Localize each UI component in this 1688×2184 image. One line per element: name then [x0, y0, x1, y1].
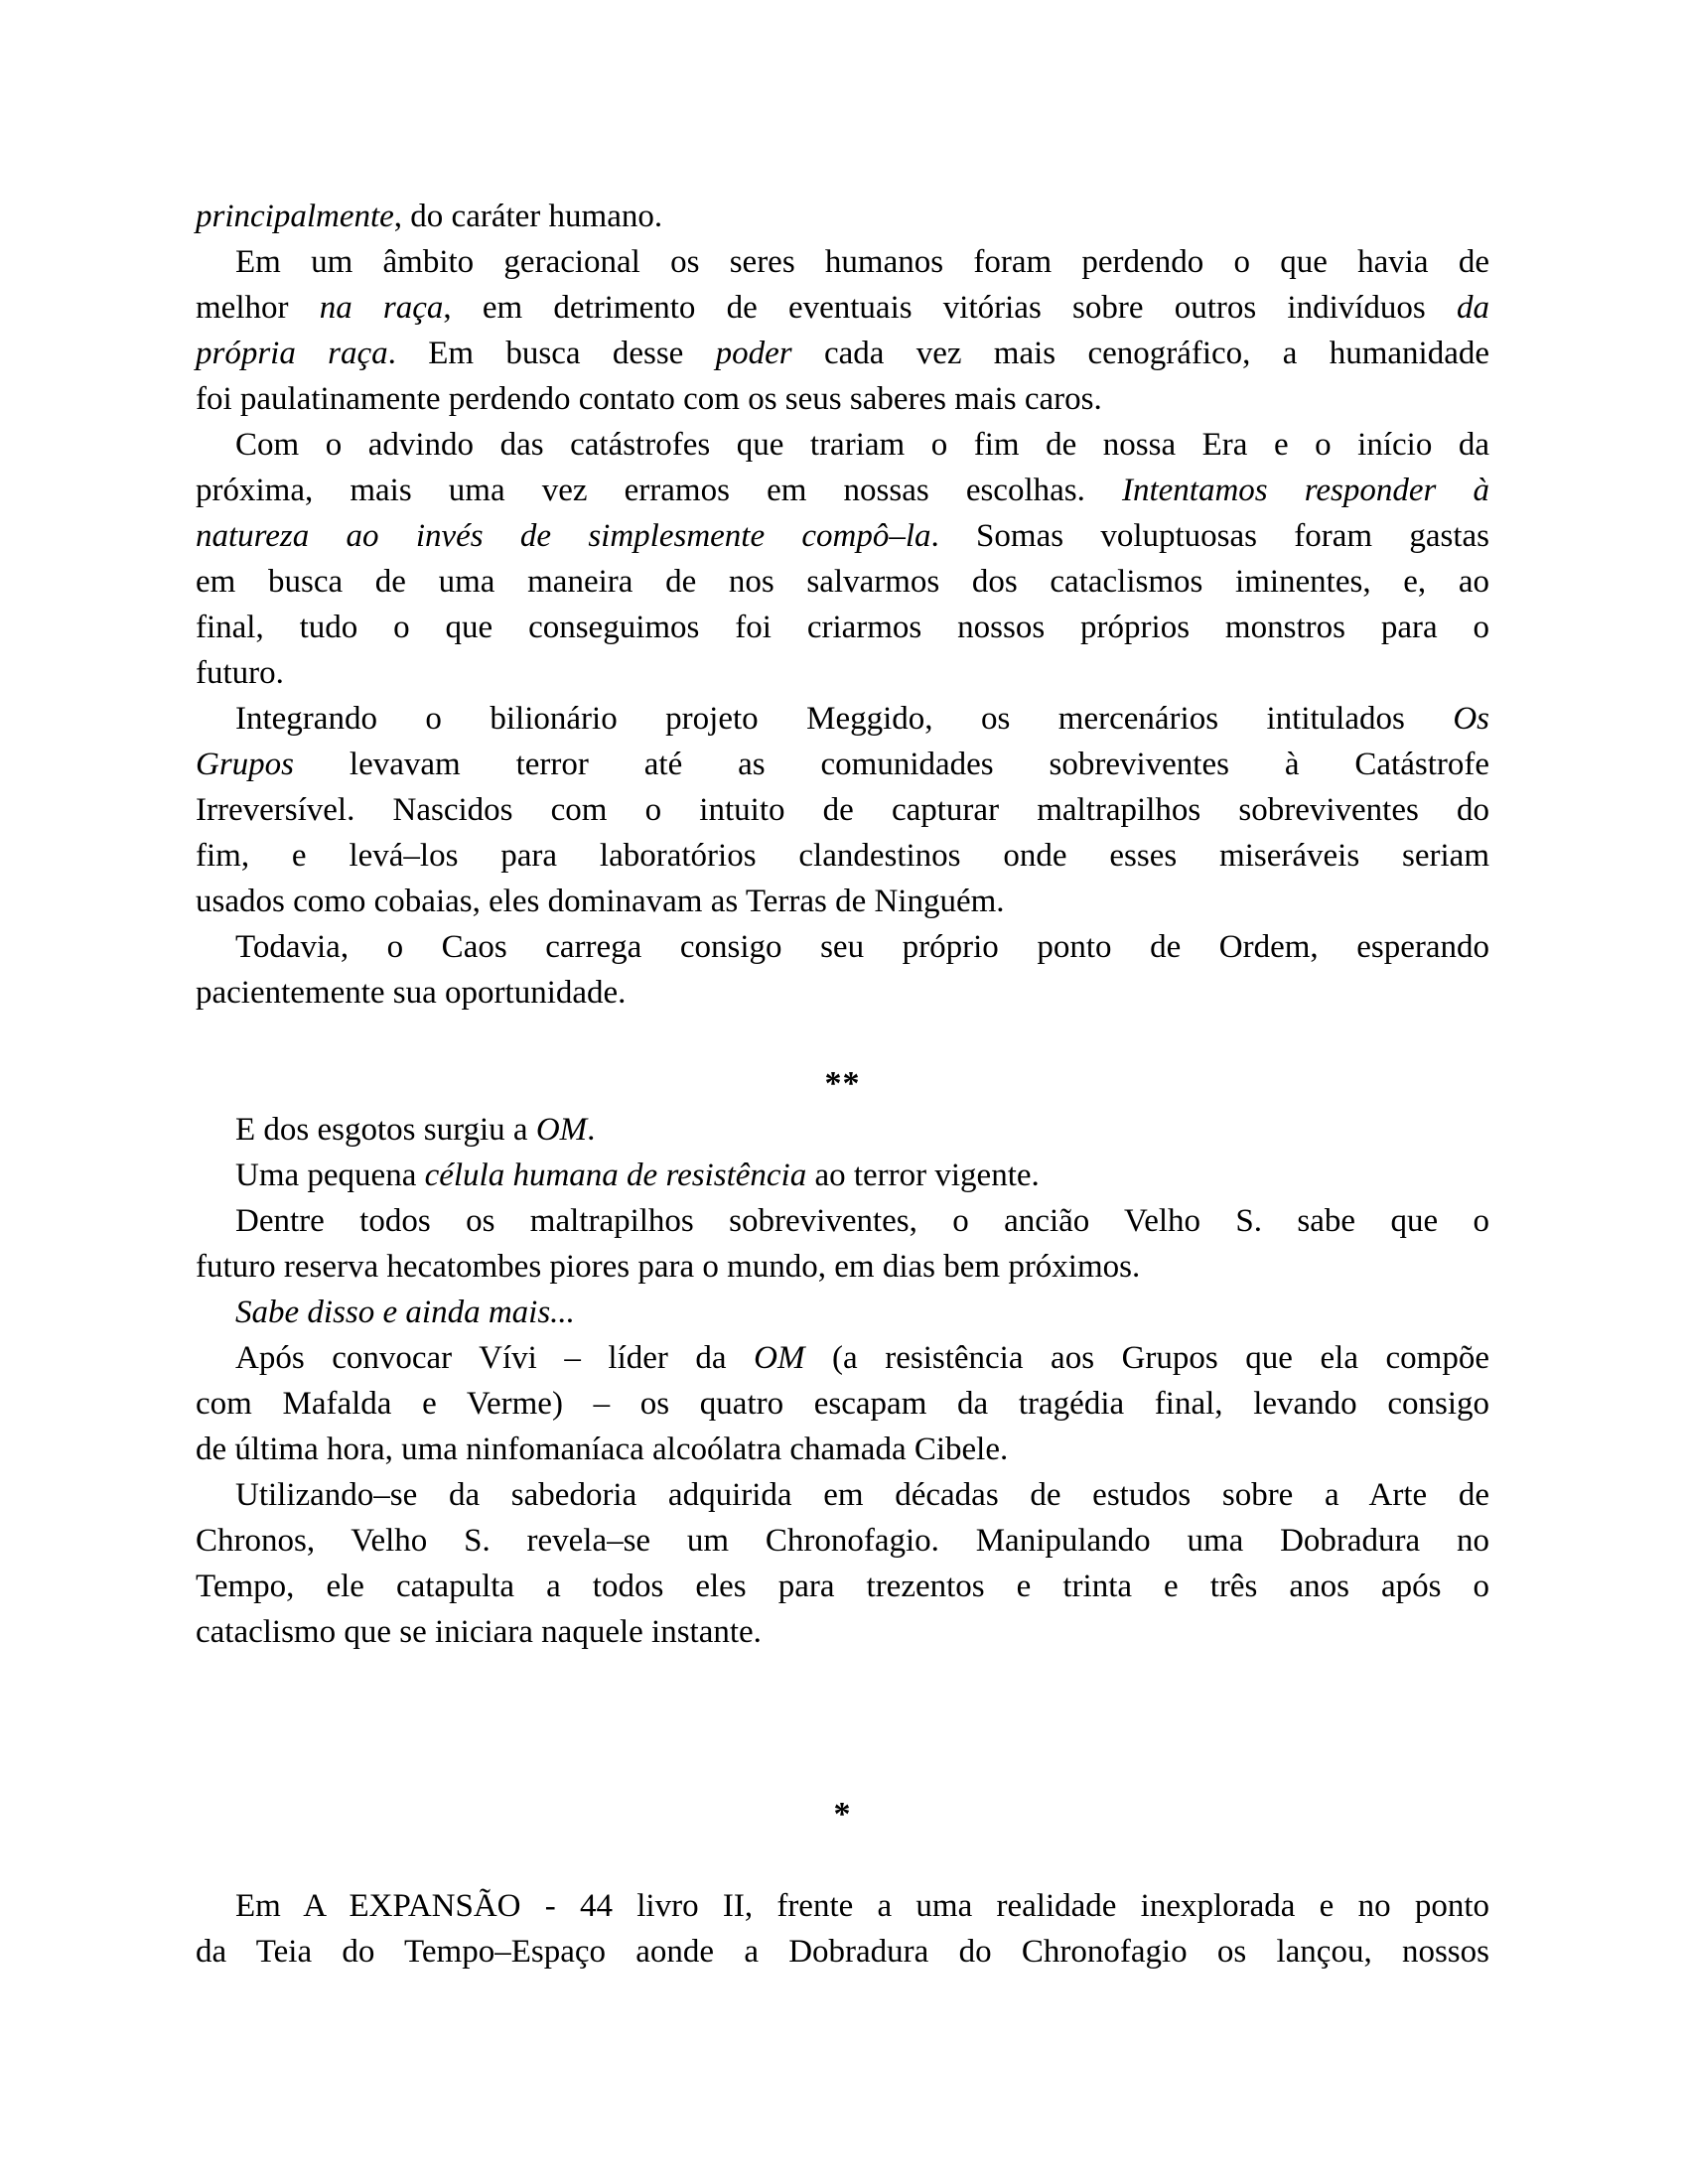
text-run: usados como cobaias, eles dominavam as Terras de Ninguém.: [196, 884, 1005, 919]
paragraph: [196, 239, 1489, 422]
text-line: [196, 1335, 1489, 1381]
text-line: [196, 1472, 1489, 1518]
text-line: [196, 1518, 1489, 1564]
text-run: Integrando o bilionário projeto Meggido, os mercenários intitulados: [235, 701, 1454, 737]
text-run: pacientemente sua oportunidade.: [196, 975, 627, 1011]
text-run: , em detrimento de eventuais vitórias sobre outros indivíduos: [443, 290, 1457, 326]
italic-run: OM: [535, 1112, 588, 1148]
text-line: [196, 285, 1489, 331]
italic-run: natureza ao invés de simplesmente compô–la: [196, 518, 931, 554]
text-line: [196, 924, 1489, 970]
text-line: [196, 1427, 1489, 1472]
paragraph: [196, 696, 1489, 924]
text-run: Com o advindo das catástrofes que trariam o fim de nossa Era e o início da: [235, 427, 1489, 463]
text-line: [196, 1153, 1489, 1198]
text-run: . Em busca desse: [387, 336, 716, 371]
text-line: [196, 742, 1489, 787]
text-run: da Teia do Tempo–Espaço aonde a Dobradura do Chronofagio os lançou, nossos: [196, 1934, 1489, 1970]
text-line: [196, 1381, 1489, 1427]
italic-run: Os: [1453, 701, 1489, 737]
text-line: [196, 787, 1489, 833]
italic-run: da: [1457, 290, 1489, 326]
spacer: [196, 1838, 1489, 1883]
italic-run: OM: [754, 1340, 805, 1376]
text-run: .: [587, 1112, 596, 1148]
text-line: [196, 239, 1489, 285]
text-run: cataclismo que se iniciara naquele instante.: [196, 1614, 762, 1650]
spacer: [196, 1655, 1489, 1792]
text-run: com Mafalda e Verme) – os quatro escapam da tragédia final, levando consigo: [196, 1386, 1489, 1422]
paragraph: [196, 1472, 1489, 1655]
text-line: [196, 1198, 1489, 1244]
text-line: [196, 1564, 1489, 1609]
text-line: [196, 1244, 1489, 1290]
text-run: (a resistência aos Grupos que ela compõe: [804, 1340, 1489, 1376]
paragraph: [196, 422, 1489, 696]
text-run: foi paulatinamente perdendo contato com os seus saberes mais caros.: [196, 381, 1102, 417]
text-line: [196, 194, 1489, 239]
section-divider: **: [824, 1065, 861, 1102]
text-run: Chronos, Velho S. revela–se um Chronofagio. Manipulando uma Dobradura no: [196, 1523, 1489, 1559]
italic-run: célula humana de resistência: [424, 1158, 807, 1193]
text-line: [196, 1609, 1489, 1655]
text-run: futuro reserva hecatombes piores para o mundo, em dias bem próximos.: [196, 1249, 1141, 1285]
text-run: melhor: [196, 290, 320, 326]
text-block: [196, 194, 1489, 1975]
paragraph: [196, 1290, 1489, 1335]
section-divider: *: [833, 1796, 852, 1833]
text-line: [196, 970, 1489, 1016]
text-run: futuro.: [196, 655, 284, 691]
text-line: [196, 605, 1489, 650]
paragraph: [196, 1198, 1489, 1290]
text-run: Uma pequena: [235, 1158, 425, 1193]
text-line: [196, 559, 1489, 605]
text-line: [196, 513, 1489, 559]
paragraph: [196, 194, 1489, 239]
text-run: em busca de uma maneira de nos salvarmos dos cataclismos iminentes, e, ao: [196, 564, 1489, 600]
text-run: fim, e levá–los para laboratórios clandestinos onde esses miseráveis seriam: [196, 838, 1489, 874]
text-line: [196, 331, 1489, 376]
text-line: [196, 1883, 1489, 1929]
paragraph: [196, 1107, 1489, 1153]
italic-run: na raça: [319, 290, 444, 326]
text-line: [196, 422, 1489, 468]
text-run: levavam terror até as comunidades sobreviventes à Catástrofe: [294, 747, 1489, 782]
text-line: [196, 1929, 1489, 1975]
italic-run: poder: [715, 336, 792, 371]
text-line: [196, 696, 1489, 742]
text-run: Em um âmbito geracional os seres humanos foram perdendo o que havia de: [235, 244, 1489, 280]
text-run: de última hora, uma ninfomaníaca alcoólatra chamada Cibele.: [196, 1432, 1009, 1467]
text-line: [196, 1107, 1489, 1153]
text-run: Dentre todos os maltrapilhos sobreviventes, o ancião Velho S. sabe que o: [235, 1203, 1489, 1239]
text-line: [196, 1290, 1489, 1335]
text-run: Em A EXPANSÃO - 44 livro II, frente a uma realidade inexplorada e no ponto: [235, 1888, 1489, 1924]
text-run: Irreversível. Nascidos com o intuito de capturar maltrapilhos sobreviventes do: [196, 792, 1489, 828]
italic-run: própria raça: [196, 336, 388, 371]
text-run: Após convocar Vívi – líder da: [235, 1340, 755, 1376]
paragraph: [196, 1153, 1489, 1198]
text-run: E dos esgotos surgiu a: [235, 1112, 536, 1148]
text-run: Todavia, o Caos carrega consigo seu próprio ponto de Ordem, esperando: [235, 929, 1489, 965]
text-run: . Somas voluptuosas foram gastas: [930, 518, 1489, 554]
text-line: [196, 833, 1489, 879]
text-run: ao terror vigente.: [806, 1158, 1040, 1193]
paragraph: [196, 1335, 1489, 1472]
text-run: , do caráter humano.: [393, 199, 663, 234]
text-line: [196, 650, 1489, 696]
spacer: [196, 1016, 1489, 1061]
text-run: Tempo, ele catapulta a todos eles para trezentos e trinta e três anos após o: [196, 1569, 1489, 1604]
text-line: [196, 468, 1489, 513]
text-run: final, tudo o que conseguimos foi criarmos nossos próprios monstros para o: [196, 610, 1489, 645]
paragraph: [196, 1883, 1489, 1975]
text-run: cada vez mais cenográfico, a humanidade: [791, 336, 1489, 371]
text-run: Utilizando–se da sabedoria adquirida em décadas de estudos sobre a Arte de: [235, 1477, 1489, 1513]
text-line: [196, 376, 1489, 422]
paragraph: [196, 924, 1489, 1016]
text-line: [196, 879, 1489, 924]
italic-run: principalmente: [196, 199, 394, 234]
italic-run: Intentamos responder à: [1122, 473, 1489, 508]
italic-run: Sabe disso e ainda mais...: [235, 1295, 575, 1330]
text-run: próxima, mais uma vez erramos em nossas escolhas.: [196, 473, 1122, 508]
italic-run: Grupos: [196, 747, 295, 782]
